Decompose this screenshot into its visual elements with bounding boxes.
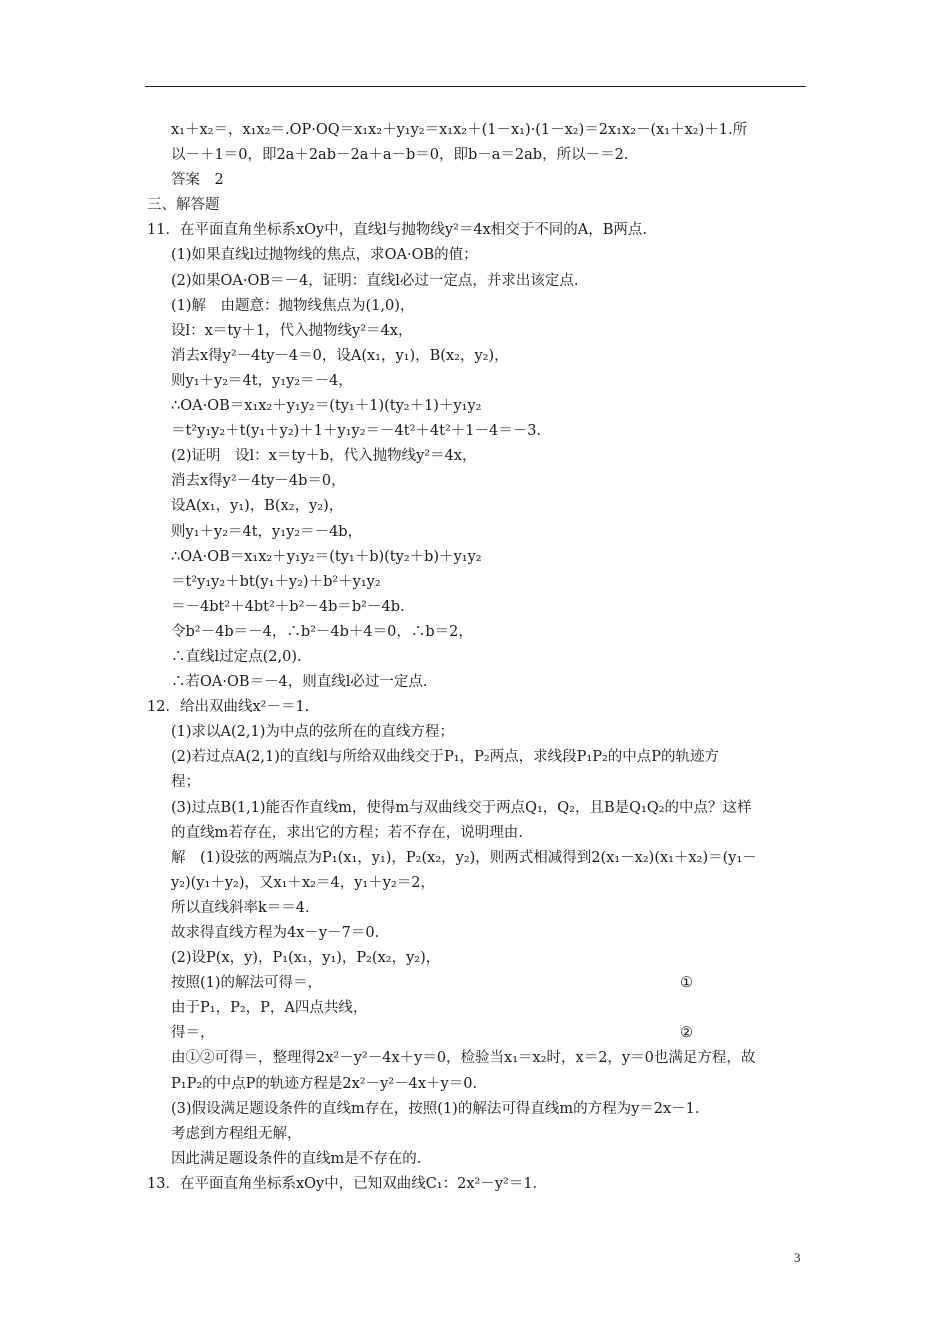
text-line [147,645,807,670]
text-line [147,1172,807,1197]
text-line [147,996,807,1021]
text-line [147,243,807,268]
text-line [147,720,807,745]
text-line [147,545,807,570]
line-text: x₁＋x₂＝，x₁x₂＝.OP·OQ＝x₁x₂＋y₁y₂＝x₁x₂＋(1－x₁)·(1－x₂)＝2x₁x₂－(x₁＋x₂)＋1.所 [171,122,748,138]
text-line [147,168,807,193]
text-line [147,444,807,469]
line-text: y₂)(y₁＋y₂)，又x₁＋x₂＝4，y₁＋y₂＝2， [171,874,435,891]
line-text: 由于P₁，P₂，P，A四点共线， [171,1000,368,1017]
line-text: 消去x得y²－4ty－4b＝0， [171,473,346,490]
text-line [147,695,807,720]
line-text: 解 (1)设弦的两端点为P₁(x₁，y₁)，P₂(x₂，y₂)，则两式相减得到2(x₁－x₂)(x₁＋x₂)＝(y₁－ [171,849,757,866]
text-line [147,369,807,394]
text-line [147,595,807,620]
text-line [147,946,807,971]
line-text: 考虑到方程组无解， [171,1125,302,1142]
text-line [147,620,807,645]
text-line [147,1122,807,1147]
text-line [147,419,807,444]
text-line [147,469,807,494]
line-text: (2)证明 设l：x＝ty＋b，代入抛物线y²＝4x， [171,448,477,465]
line-text: ∴OA·OB＝x₁x₂＋y₁y₂＝(ty₁＋b)(ty₂＋b)＋y₁y₂ [171,548,482,565]
line-text: (1)如果直线l过抛物线的焦点，求OA·OB的值； [171,247,478,264]
text-line [147,871,807,896]
text-line [147,118,807,143]
text-line [147,294,807,319]
text-line [147,570,807,595]
equation-marker: ① [680,975,693,992]
line-text: 得＝， [171,1025,215,1042]
line-text: 11．在平面直角坐标系xOy中，直线l与抛物线y²＝4x相交于不同的A，B两点. [147,222,647,239]
line-text: 令b²－4b＝－4，∴b²－4b＋4＝0，∴b＝2， [171,623,473,640]
line-text: (2)若过点A(2,1)的直线l与所给双曲线交于P₁，P₂两点，求线段P₁P₂的中点P的轨迹方 [171,749,720,766]
text-line [147,143,807,168]
line-text: 的直线m若存在，求出它的方程；若不存在，说明理由. [171,824,523,841]
text-line [147,770,807,795]
line-text: 因此满足题设条件的直线m是不存在的. [171,1150,422,1167]
text-line [147,1046,807,1071]
line-text: ＝t²y₁y₂＋bt(y₁＋y₂)＋b²＋y₁y₂ [171,573,381,590]
line-text: 消去x得y²－4ty－4＝0，设A(x₁，y₁)，B(x₂，y₂)， [171,347,509,364]
text-line [147,494,807,519]
text-line [147,269,807,294]
line-text: 按照(1)的解法可得＝， [171,975,323,992]
text-line [147,344,807,369]
line-text: 程； [171,774,200,791]
text-line [147,846,807,871]
text-line [147,670,807,695]
line-text: 所以直线斜率k＝＝4. [171,899,310,916]
text-line [147,745,807,770]
line-text: (3)过点B(1,1)能否作直线m，使得m与双曲线交于两点Q₁，Q₂，且B是Q₁Q₂的中点？这样 [171,799,752,816]
text-line [147,1147,807,1172]
line-text: 13．在平面直角坐标系xOy中，已知双曲线C₁：2x²－y²＝1. [147,1175,538,1192]
text-line [147,520,807,545]
text-line [147,821,807,846]
text-line [147,1021,807,1046]
line-text: 12．给出双曲线x²－＝1. [147,699,310,716]
line-text: 设l：x＝ty＋1，代入抛物线y²＝4x， [171,322,413,339]
text-line [147,971,807,996]
line-text: (1)求以A(2,1)为中点的弦所在的直线方程； [171,724,454,741]
line-text: 三、解答题 [147,197,220,214]
line-text: (3)假设满足题设条件的直线m存在，按照(1)的解法可得直线m的方程为y＝2x－1. [171,1100,700,1117]
text-line [147,896,807,921]
line-text: 则y₁＋y₂＝4t，y₁y₂＝－4， [171,372,353,389]
document-body [147,118,807,1197]
page-number: 3 [794,1250,801,1265]
text-line [147,1072,807,1097]
line-text: 以－＋1＝0，即2a＋2ab－2a＋a－b＝0，即b－a＝2ab，所以－＝2. [171,147,629,164]
line-text: ∴若OA·OB＝－4，则直线l必过一定点. [171,674,428,691]
line-text: ＝t²y₁y₂＋t(y₁＋y₂)＋1＋y₁y₂＝－4t²＋4t²＋1－4＝－3. [171,423,542,440]
header-rule [145,86,806,87]
text-line [147,319,807,344]
line-text: 答案 2 [171,172,224,189]
text-line [147,394,807,419]
line-text: ∴OA·OB＝x₁x₂＋y₁y₂＝(ty₁＋1)(ty₂＋1)＋y₁y₂ [171,398,482,415]
line-text: (1)解 由题意：抛物线焦点为(1,0)， [171,297,415,314]
text-line [147,218,807,243]
line-text: 故求得直线方程为4x－y－7＝0. [171,925,380,941]
line-text: 设A(x₁，y₁)，B(x₂，y₂)， [171,498,344,515]
line-text: (2)如果OA·OB＝－4，证明：直线l必过一定点，并求出该定点. [171,272,579,289]
line-text: ∴直线l过定点(2,0). [171,648,302,665]
equation-marker: ② [680,1025,693,1042]
line-text: P₁P₂的中点P的轨迹方程是2x²－y²－4x＋y＝0. [171,1075,478,1092]
text-line [147,1097,807,1122]
text-line [147,193,807,218]
line-text: 则y₁＋y₂＝4t，y₁y₂＝－4b， [171,523,363,540]
text-line [147,796,807,821]
text-line [147,921,807,946]
line-text: ＝－4bt²＋4bt²＋b²－4b＝b²－4b. [171,598,405,615]
line-text: (2)设P(x，y)，P₁(x₁，y₁)，P₂(x₂，y₂)， [171,950,441,967]
line-text: 由①②可得＝，整理得2x²－y²－4x＋y＝0，检验当x₁＝x₂时，x＝2，y＝0也满足方程，故 [171,1050,756,1067]
